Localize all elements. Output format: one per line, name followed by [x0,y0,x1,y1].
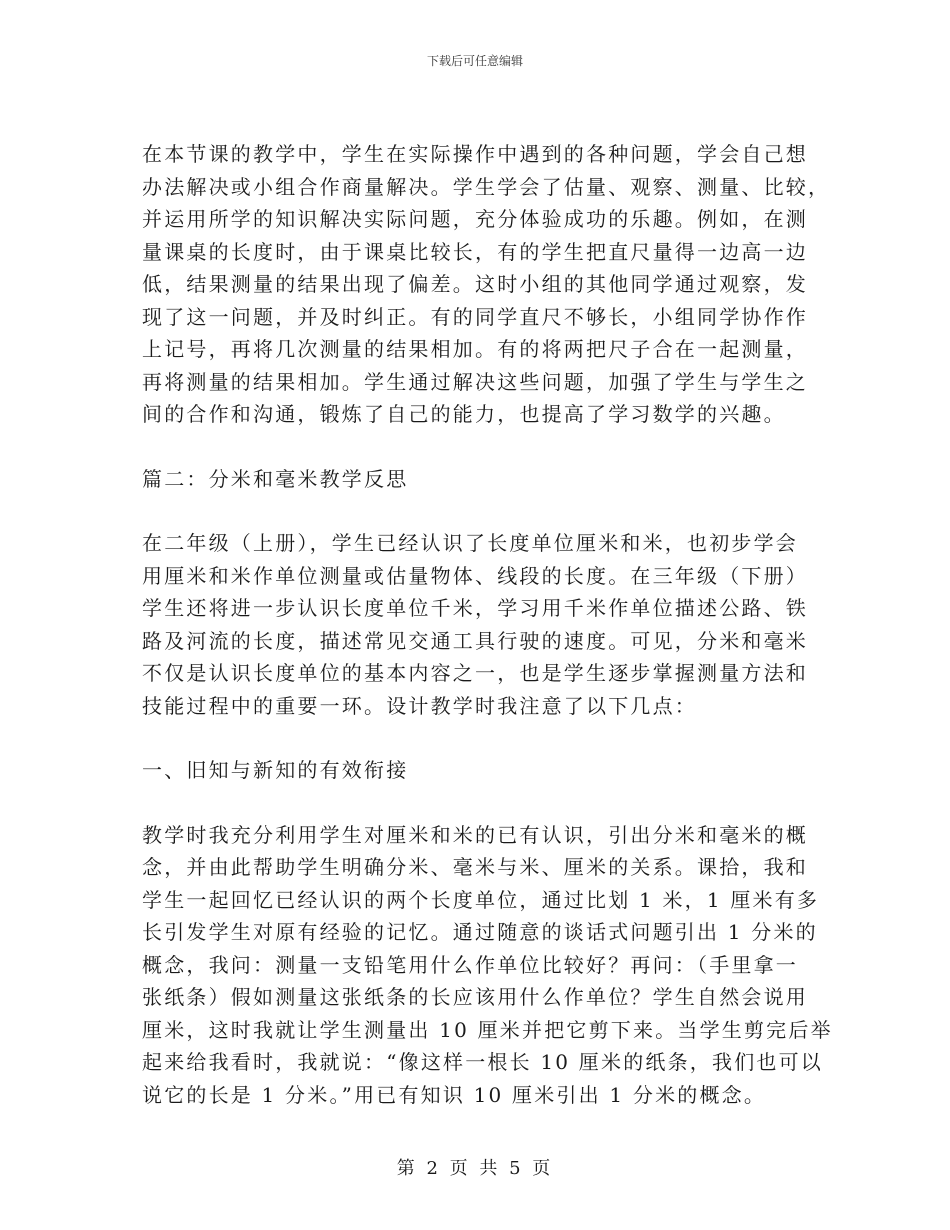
heading-line: 一、旧知与新知的有效衔接 [142,758,409,782]
text-line: 学生还将进一步认识长度单位千米，学习用千米作单位描述公路、铁 [142,596,808,620]
text-line: 说它的长是 1 分米。”用已有知识 10 厘米引出 1 分米的概念。 [142,1082,767,1107]
text-line: 不仅是认识长度单位的基本内容之一，也是学生逐步掌握测量方法和 [142,661,808,685]
section-heading-part-two [142,463,822,496]
text-line: 厘米，这时我就让学生测量出 10 厘米并把它剪下来。当学生剪完后举 [142,1017,833,1042]
paragraph-reflection-summary [142,138,831,431]
text-line: 起来给我看时，我就说：“像这样一根长 10 厘米的纸条，我们也可以 [142,1050,823,1074]
text-line: 量课桌的长度时，由于课桌比较长，有的学生把直尺量得一边高一边 [142,239,808,264]
text-line: 念，并由此帮助学生明确分米、毫米与米、厘米的关系。课拾，我和 [142,855,808,879]
text-line: 再将测量的结果相加。学生通过解决这些问题，加强了学生与学生之 [142,369,808,394]
text-line: 技能过程中的重要一环。设计教学时我注意了以下几点： [142,693,697,718]
text-line: 在本节课的教学中，学生在实际操作中遇到的各种问题，学会自己想 [142,142,808,166]
paragraph-gap [142,787,822,819]
text-line: 张纸条）假如测量这张纸条的长应该用什么作单位？学生自然会说用 [142,985,808,1009]
text-line: 低，结果测量的结果出现了偏差。这时小组的其他同学通过观察，发 [142,272,808,296]
paragraph-teaching-process [142,819,833,1112]
text-line: 并运用所学的知识解决实际问题，充分体验成功的乐趣。例如，在测 [142,207,808,231]
paragraph-gap [142,722,822,754]
text-line: 间的合作和沟通，锻炼了自己的能力，也提高了学习数学的兴趣。 [142,402,786,426]
text-line: 长引发学生对原有经验的记忆。通过随意的谈话式问题引出 1 分米的 [142,920,818,944]
text-line: 在二年级（上册），学生已经认识了长度单位厘米和米，也初步学会 [142,531,798,555]
text-line: 概念，我问：测量一支铅笔用什么作单位比较好？再问：（手里拿一 [142,952,798,977]
heading-line: 篇二：分米和毫米教学反思 [142,466,409,491]
text-line: 办法解决或小组合作商量解决。学生学会了估量、观察、测量、比较， [142,174,831,199]
page-header: 下载后可任意编辑 [426,54,523,68]
text-line: 现了这一问题，并及时纠正。有的同学直尺不够长，小组同学协作作 [142,304,808,329]
text-line: 用厘米和米作单位测量或估量物体、线段的长度。在三年级（下册） [142,563,808,588]
paragraph-introduction [142,527,822,722]
paragraph-gap [142,431,822,463]
page-number-footer: 第 2 页 共 5 页 [396,1158,554,1179]
paragraph-gap [142,495,822,527]
text-line: 上记号，再将几次测量的结果相加。有的将两把尺子合在一起测量， [142,337,808,361]
document-body [142,138,833,1111]
section-heading-point-one [142,754,822,787]
text-line: 学生一起回忆已经认识的两个长度单位，通过比划 1 米，1 厘米有多 [142,887,820,912]
text-line: 路及河流的长度，描述常见交通工具行驶的速度。可见，分米和毫米 [142,628,808,653]
text-line: 教学时我充分利用学生对厘米和米的已有认识，引出分米和毫米的概 [142,822,808,847]
